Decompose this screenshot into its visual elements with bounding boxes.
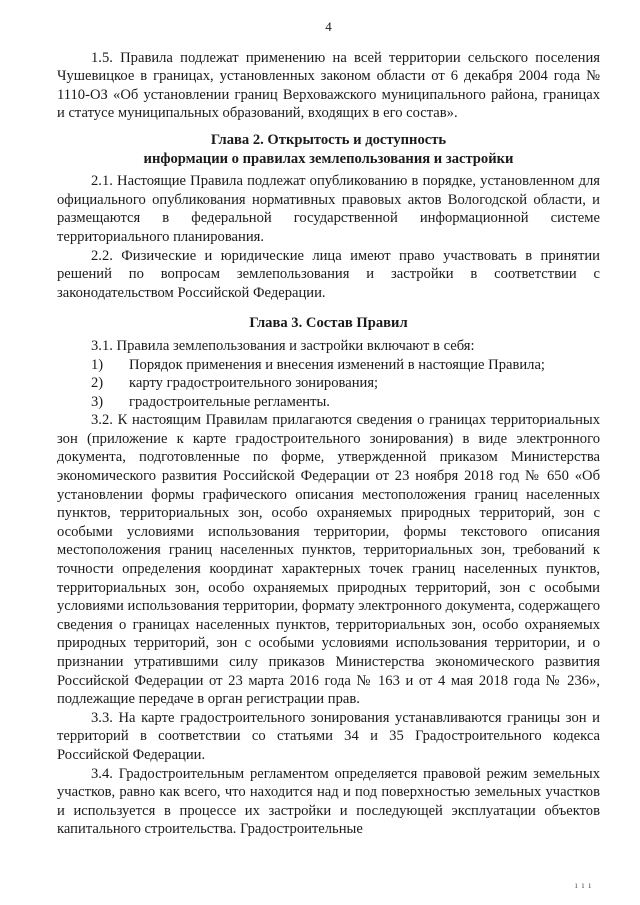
paragraph-2-2: 2.2. Физические и юридические лица имеют право участвовать в принятии решений по вопросам землепользования и застройки в соответствии с законодательством Российской Федерации. (57, 247, 600, 301)
list-item-text: Порядок применения и внесения изменений в настоящие Правила; (129, 356, 545, 373)
chapter-2-title-line-2: информации о правилах землепользования и застройки (143, 150, 514, 167)
list-item-number: 1) (91, 356, 104, 373)
list-item (57, 374, 600, 393)
list-item (57, 356, 600, 375)
list-item-text: карту градостроительного зонирования; (129, 375, 379, 392)
paragraph-3-2: 3.2. К настоящим Правилам прилагаются сведения о границах территориальных зон (приложение к карте градостроительного зонирования) в виде электронного документа, подготовленные по форме, утвержденной приказом Министерства экономического развития Российской Федерации от 23 ноября 2018 год № 650 «Об установлении формы графического описания местоположения границ населенных пунктов, территориальных зон, особо охраняемых природных территорий, зон с особыми условиями использования территории, формы текстового описания местоположения границ населенных пунктов, территориальных зон, требований к точности определения координат характерных точек границ населенных пунктов, территориальных зон, особо охраняемых природных территорий, зон с особыми условиями использования территории, формату электронного документа, содержащего сведения о границах населенных пунктов, территориальных зон, особо охраняемых природных территорий, зон с особыми условиями использования территории, и о признании утратившими силу приказов Министерства экономического развития Российской Федерации от 23 марта 2016 года № 163 и от 4 мая 2018 года № 236», подлежащие передаче в орган регистрации прав. (57, 412, 600, 708)
paragraph-3-3: 3.3. На карте градостроительного зонирования устанавливаются границы зон и территорий в соответствии со статьями 34 и 35 Градостроительного кодекса Российской Федерации. (57, 709, 600, 763)
chapter-3-title: Глава 3. Состав Правил (249, 315, 408, 332)
page-number: 4 (325, 19, 332, 34)
list-item (57, 393, 600, 412)
paragraph-1-5: 1.5. Правила подлежат применению на всей территории сельского поселения Чушевицкое в границах, установленных законом области от 6 декабря 2004 года № 1110-ОЗ «Об установлении границ Верховажского муниципального района, границах и статусе муниципальных образований, входящих в его состав». (57, 49, 600, 122)
list-item-text: градостроительные регламенты. (129, 393, 330, 410)
list-item-number: 3) (91, 393, 104, 410)
corner-mark: ı ı ı (574, 880, 592, 891)
list-item-number: 2) (91, 375, 104, 392)
paragraph-3-4: 3.4. Градостроительным регламентом определяется правовой режим земельных участков, равно как всего, что находится над и под поверхностью земельных участков и используется в процессе их застройки и последующей эксплуатации объектов капитального строительства. Градостроительные (57, 765, 600, 838)
paragraph-3-1: 3.1. Правила землепользования и застройки включают в себя: (91, 337, 475, 354)
chapter-2-title-line-1: Глава 2. Открытость и доступность (210, 131, 447, 148)
paragraph-2-1: 2.1. Настоящие Правила подлежат опубликованию в порядке, установленном для официального опубликования нормативных правовых актов Вологодской области, и размещаются в федеральной государственной информационной системе территориального планирования. (57, 173, 600, 245)
